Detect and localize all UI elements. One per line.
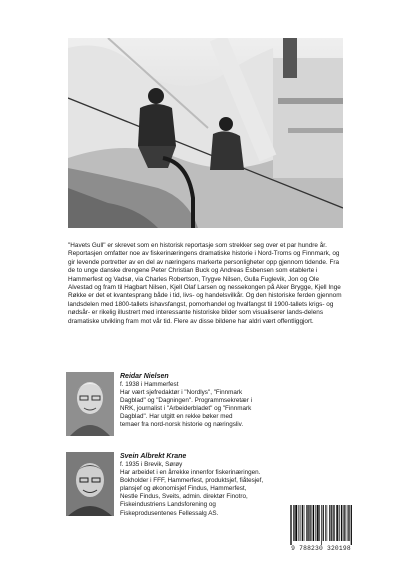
barcode-bar <box>329 505 330 541</box>
barcode-bar <box>310 505 311 541</box>
barcode-bar <box>342 505 343 541</box>
barcode-bar <box>318 505 319 541</box>
bio-line: temaer fra nord-norsk historie og næringsliv. <box>120 421 244 429</box>
barcode-bar <box>348 505 349 541</box>
bio-line: plansjef og økonomisjef Findus, Hammerfest, <box>120 485 247 493</box>
barcode-bar <box>332 505 333 541</box>
barcode-bar <box>341 505 342 541</box>
barcode-bar <box>313 505 314 541</box>
photo-fishermen-on-iced-boat-icon <box>68 38 343 228</box>
author-name: Reidar Nielsen <box>120 373 169 380</box>
bio-line: Bokholder i FFF, Hammerfest, produktsjef, fiåtesjef, <box>120 477 264 485</box>
barcode-bar <box>297 505 298 541</box>
barcode-bar <box>302 505 303 541</box>
barcode-bar <box>323 505 324 541</box>
barcode-bar <box>307 505 308 541</box>
barcode-bar <box>309 505 310 541</box>
bio-line: Har vært sjefredaktør i "Nordlys", "Finnmark <box>120 389 243 397</box>
barcode-bar <box>351 505 352 545</box>
barcode-bar <box>306 505 307 541</box>
barcode-bar <box>294 505 295 541</box>
barcode-bar <box>349 505 350 541</box>
barcode-bar <box>344 505 345 541</box>
barcode-bar <box>317 505 318 541</box>
barcode-bar <box>300 505 301 541</box>
barcode-bar <box>321 505 322 545</box>
portrait-photo-icon <box>66 452 114 516</box>
cover-photo <box>68 38 343 228</box>
barcode-icon <box>290 505 352 545</box>
barcode-bar <box>296 505 297 541</box>
bio-line: f. 1938 i Hammerfest <box>120 381 179 388</box>
barcode-bar <box>295 505 296 541</box>
barcode-bar <box>317 505 318 541</box>
barcode-bar <box>298 505 299 541</box>
barcode-bar <box>333 505 334 541</box>
author-name: Svein Albrekt Krane <box>120 453 187 460</box>
barcode-bar <box>315 505 316 541</box>
bio-line: Fiskeindustriens Landsforening og <box>120 501 216 509</box>
bio-line: Dagblad" og "Dagningen". Programmsekretær i <box>120 397 253 405</box>
isbn-barcode <box>290 505 352 553</box>
portrait-photo-icon <box>66 372 114 436</box>
barcode-bar <box>290 505 291 545</box>
barcode-bar <box>304 505 305 541</box>
barcode-bar <box>327 505 328 541</box>
barcode-bar <box>331 505 332 541</box>
barcode-bar <box>312 505 313 541</box>
barcode-bar <box>308 505 309 541</box>
bio-line: Fiskeprodusentenes Fellessalg AS. <box>120 509 219 517</box>
barcode-bar <box>291 505 292 545</box>
barcode-bar <box>330 505 331 541</box>
bio-line: f. 1935 i Brevik, Sørøy <box>120 461 183 468</box>
barcode-bar <box>334 505 335 541</box>
barcode-bar <box>337 505 338 541</box>
bio-line: Har arbeidet i en årrekke innenfor fiskerinæringen. <box>120 469 261 477</box>
back-cover-blurb <box>68 242 344 326</box>
bio-line: Nestle Findus, Sveits, admin. direktør Finotro, <box>120 493 248 501</box>
blurb-paragraph: "Havets Gull" er skrevet som en historisk reportasje som strekker seg over et par hundre år. Reportasjen omfatter noe av fiskerinæringens dramatiske historie i Nord-Troms og Finnmark, og gir levende portretter av en del av næringens markerte personligheter opp gjennom tidende. Fra de to unge danske drengene Peter Christian Buck og Andreas Esbensen som etablerte i Hammerfest og Vadsø, via Charles Robertson, Trygve Nilsen, Gulla Fuglevik, Jon og Ole Alvestad og fram til Hagbart Nilsen, Kjell Olaf Larsen og nessekongen på Aker Brygge, Kjell Inge Røkke er det et kvantesprang både i tid, livs- og handelsvilkår. Og den historiske ferden gjennom landsdelen med 1800-tallets ishavsfangst, pomorhandel og hvalfangst til 1900-tallets krigs- og nødsår- er rikelig illustrert med interessante historiske bilder som visualiserer lands-delens dramatiske utvikling fram mot vår tid. Flere av disse bildene har aldri vært offentliggjort. <box>68 242 342 325</box>
barcode-bar <box>347 505 348 541</box>
barcode-bar <box>345 505 346 541</box>
barcode-bar <box>325 505 326 541</box>
barcode-bar <box>319 505 320 541</box>
author-portrait <box>66 372 114 436</box>
barcode-bar <box>343 505 344 541</box>
barcode-bar <box>338 505 339 541</box>
barcode-bar <box>339 505 340 541</box>
barcode-bar <box>293 505 294 541</box>
author-reidar-nielsen <box>66 372 346 442</box>
author-bio <box>120 372 340 430</box>
author-portrait <box>66 452 114 516</box>
barcode-digits: 9 788230 320198 <box>291 545 351 552</box>
barcode-bar <box>313 505 314 541</box>
bio-line: NRK, journalist i "Arbeiderbladet" og "Finnmark <box>120 405 252 413</box>
barcode-bar <box>323 505 324 541</box>
barcode-bar <box>351 505 352 545</box>
barcode-bar <box>302 505 303 541</box>
barcode-bar <box>336 505 337 541</box>
bio-line: Dagblad". Har utgitt en rekke bøker med <box>120 413 233 421</box>
